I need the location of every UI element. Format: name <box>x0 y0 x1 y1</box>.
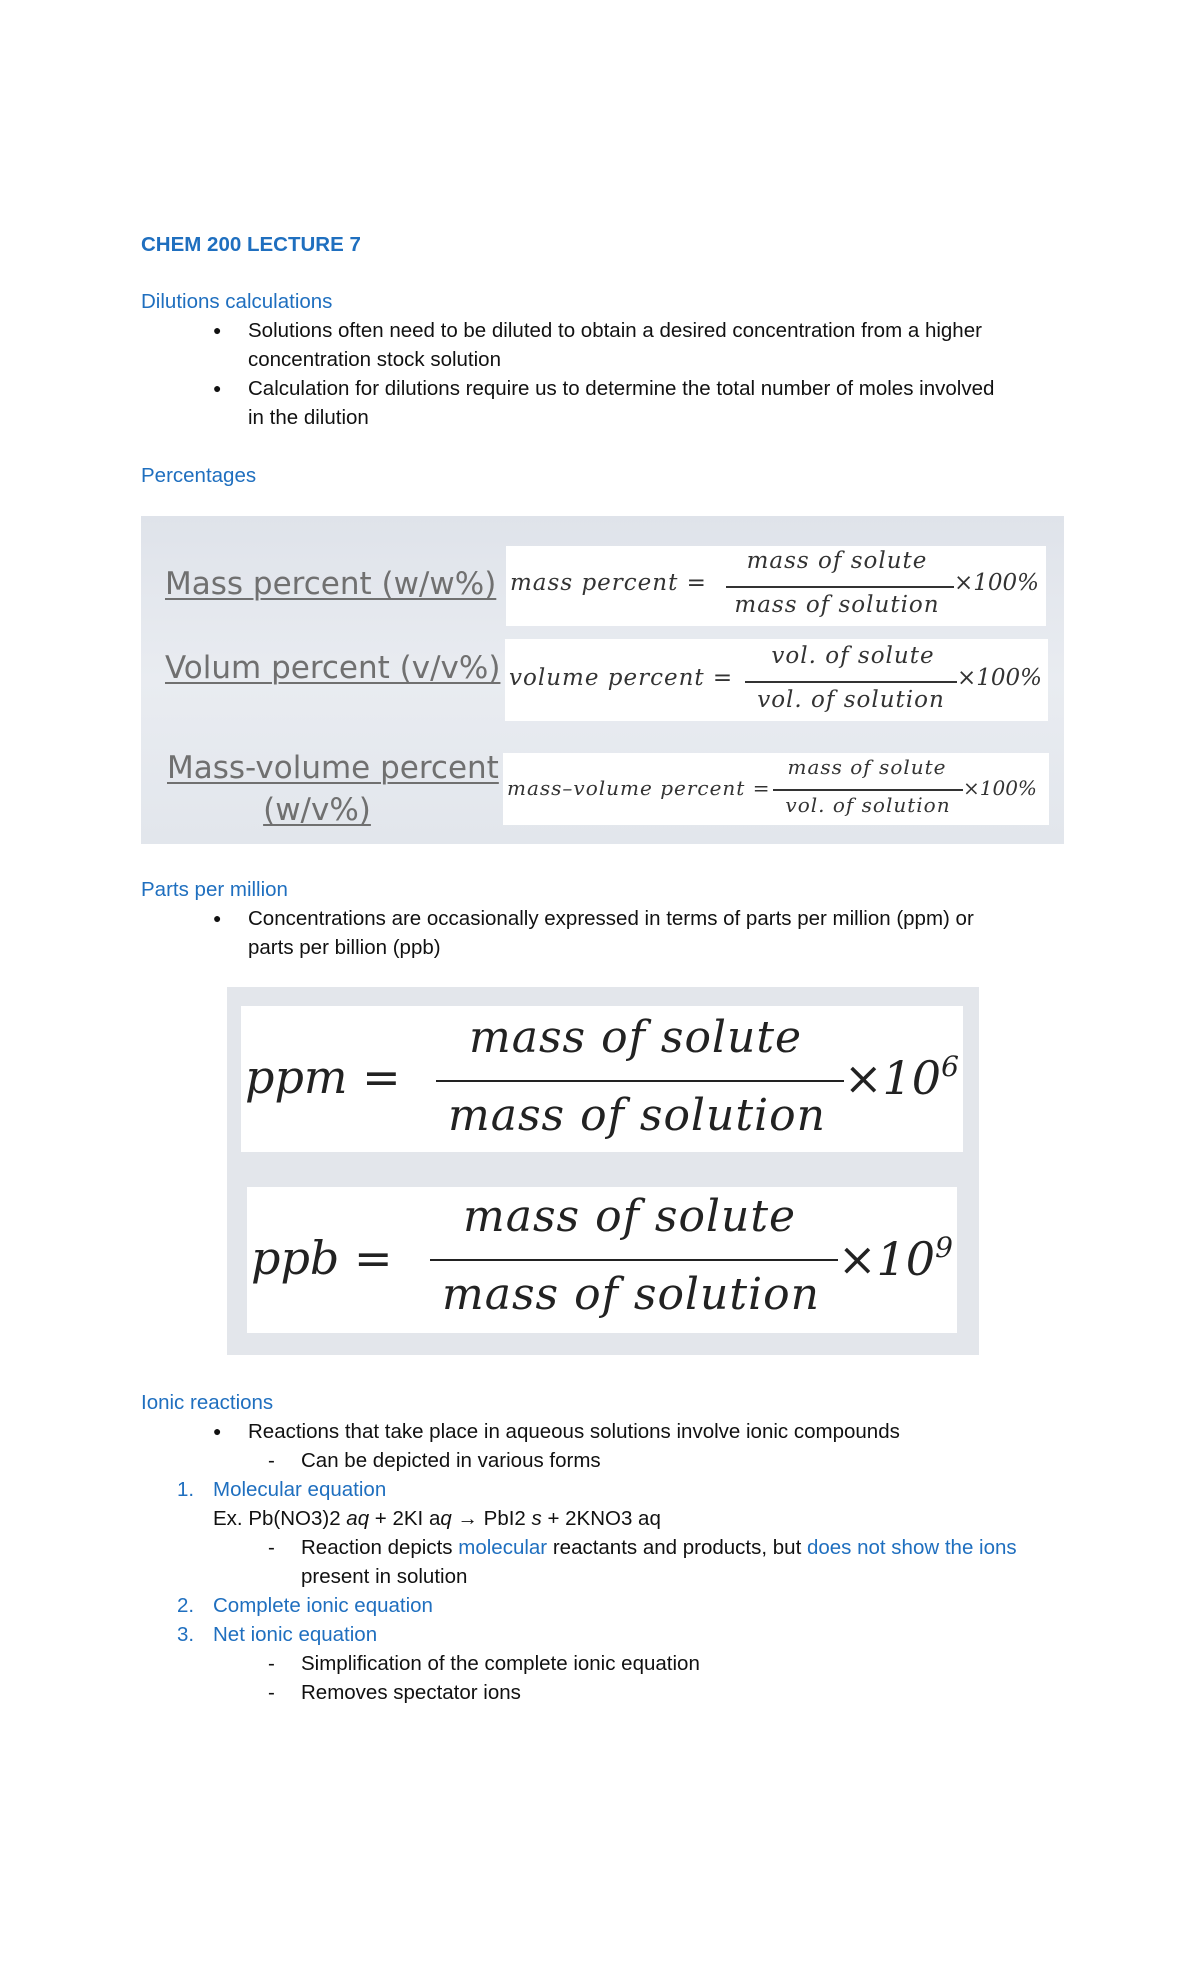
formula-denominator: mass of solution <box>442 1269 820 1320</box>
heading-dilutions: Dilutions calculations <box>141 290 333 313</box>
percentages-figure <box>141 516 1064 844</box>
bullet-dot: ● <box>213 1423 222 1439</box>
formula-denominator: vol. of solution <box>785 793 951 817</box>
formula-volume-percent <box>505 639 1048 721</box>
ppm-bullet-line-1: Concentrations are occasionally expressed in terms of parts per million (ppm) or <box>248 907 974 930</box>
dilutions-bullet-2-line-1: Calculation for dilutions require us to determine the total number of moles involved <box>248 377 995 400</box>
molecular-equation-label: Molecular equation <box>213 1478 387 1501</box>
formula-lhs: mass percent = <box>510 570 707 596</box>
heading-percentages: Percentages <box>141 464 257 487</box>
list-number-3: 3. <box>177 1623 195 1646</box>
label-mass-volume-percent: Mass-volume percent <box>167 750 499 786</box>
net-ionic-dash-1: Simplification of the complete ionic equation <box>301 1652 700 1675</box>
net-ionic-dash-2: Removes spectator ions <box>301 1681 521 1704</box>
formula-denominator: mass of solution <box>448 1090 826 1141</box>
net-ionic-equation-label: Net ionic equation <box>213 1623 378 1646</box>
list-number-2: 2. <box>177 1594 195 1617</box>
formula-ppb <box>247 1187 957 1333</box>
formula-numerator: mass of solute <box>469 1012 803 1063</box>
formula-exponent: 6 <box>941 1050 959 1083</box>
formula-denominator: mass of solution <box>734 592 940 618</box>
formula-exponent: 9 <box>935 1231 953 1264</box>
formula-lhs: volume percent = <box>509 665 734 691</box>
fraction-bar <box>773 789 963 791</box>
formula-numerator: mass of solute <box>787 755 947 779</box>
bullet-dot: ● <box>213 380 222 396</box>
formula-multiplier: ×10 <box>844 1051 942 1105</box>
bullet-dot: ● <box>213 910 222 926</box>
formula-multiplier: ×100% <box>957 665 1043 691</box>
example-equation: Ex. Pb(NO3)2 aq + 2KI aq → PbI2 s + 2KNO3 aq <box>213 1507 661 1530</box>
fraction-bar <box>745 681 957 683</box>
dash-marker: - <box>268 1536 275 1559</box>
formula-multiplier: ×10 <box>838 1232 936 1286</box>
bullet-dot: ● <box>213 322 222 338</box>
formula-multiplier: ×100% <box>954 570 1040 596</box>
ppm-bullet-line-2: parts per billion (ppb) <box>248 936 441 959</box>
dilutions-bullet-1-line-2: concentration stock solution <box>248 348 501 371</box>
heading-ionic-reactions: Ionic reactions <box>141 1391 274 1414</box>
dash-marker: - <box>268 1449 275 1472</box>
formula-lhs: ppm = <box>245 1050 401 1104</box>
formula-lhs: ppb = <box>251 1231 393 1285</box>
label-mass-volume-percent-unit: (w/v%) <box>263 792 371 828</box>
label-volume-percent: Volum percent (v/v%) <box>165 650 501 686</box>
formula-mass-percent <box>506 546 1046 626</box>
formula-numerator: mass of solute <box>463 1191 797 1242</box>
heading-parts-per-million: Parts per million <box>141 878 288 901</box>
ppm-ppb-figure <box>227 987 979 1355</box>
dash-marker: - <box>268 1652 275 1675</box>
dilutions-bullet-2-line-2: in the dilution <box>248 406 369 429</box>
document-title: CHEM 200 LECTURE 7 <box>141 233 361 256</box>
list-number-1: 1. <box>177 1478 195 1501</box>
fraction-bar <box>430 1259 838 1261</box>
label-mass-percent: Mass percent (w/w%) <box>165 566 497 602</box>
fraction-bar <box>436 1080 844 1082</box>
molecular-note-line-1: Reaction depicts molecular reactants and products, but does not show the ions <box>301 1536 1017 1559</box>
ionic-bullet: Reactions that take place in aqueous solutions involve ionic compounds <box>248 1420 900 1443</box>
formula-ppm <box>241 1006 963 1152</box>
arrow-icon: → <box>457 1507 478 1530</box>
formula-numerator: vol. of solute <box>771 643 935 669</box>
fraction-bar <box>726 586 954 588</box>
formula-lhs: mass–volume percent = <box>507 776 771 800</box>
formula-numerator: mass of solute <box>746 548 928 574</box>
formula-denominator: vol. of solution <box>757 687 945 713</box>
formula-multiplier: ×100% <box>963 776 1037 800</box>
dilutions-bullet-1-line-1: Solutions often need to be diluted to obtain a desired concentration from a higher <box>248 319 982 342</box>
molecular-note-line-2: present in solution <box>301 1565 468 1588</box>
formula-mass-volume-percent <box>503 753 1049 825</box>
ionic-sub-dash: Can be depicted in various forms <box>301 1449 601 1472</box>
dash-marker: - <box>268 1681 275 1704</box>
complete-ionic-equation-label: Complete ionic equation <box>213 1594 433 1617</box>
